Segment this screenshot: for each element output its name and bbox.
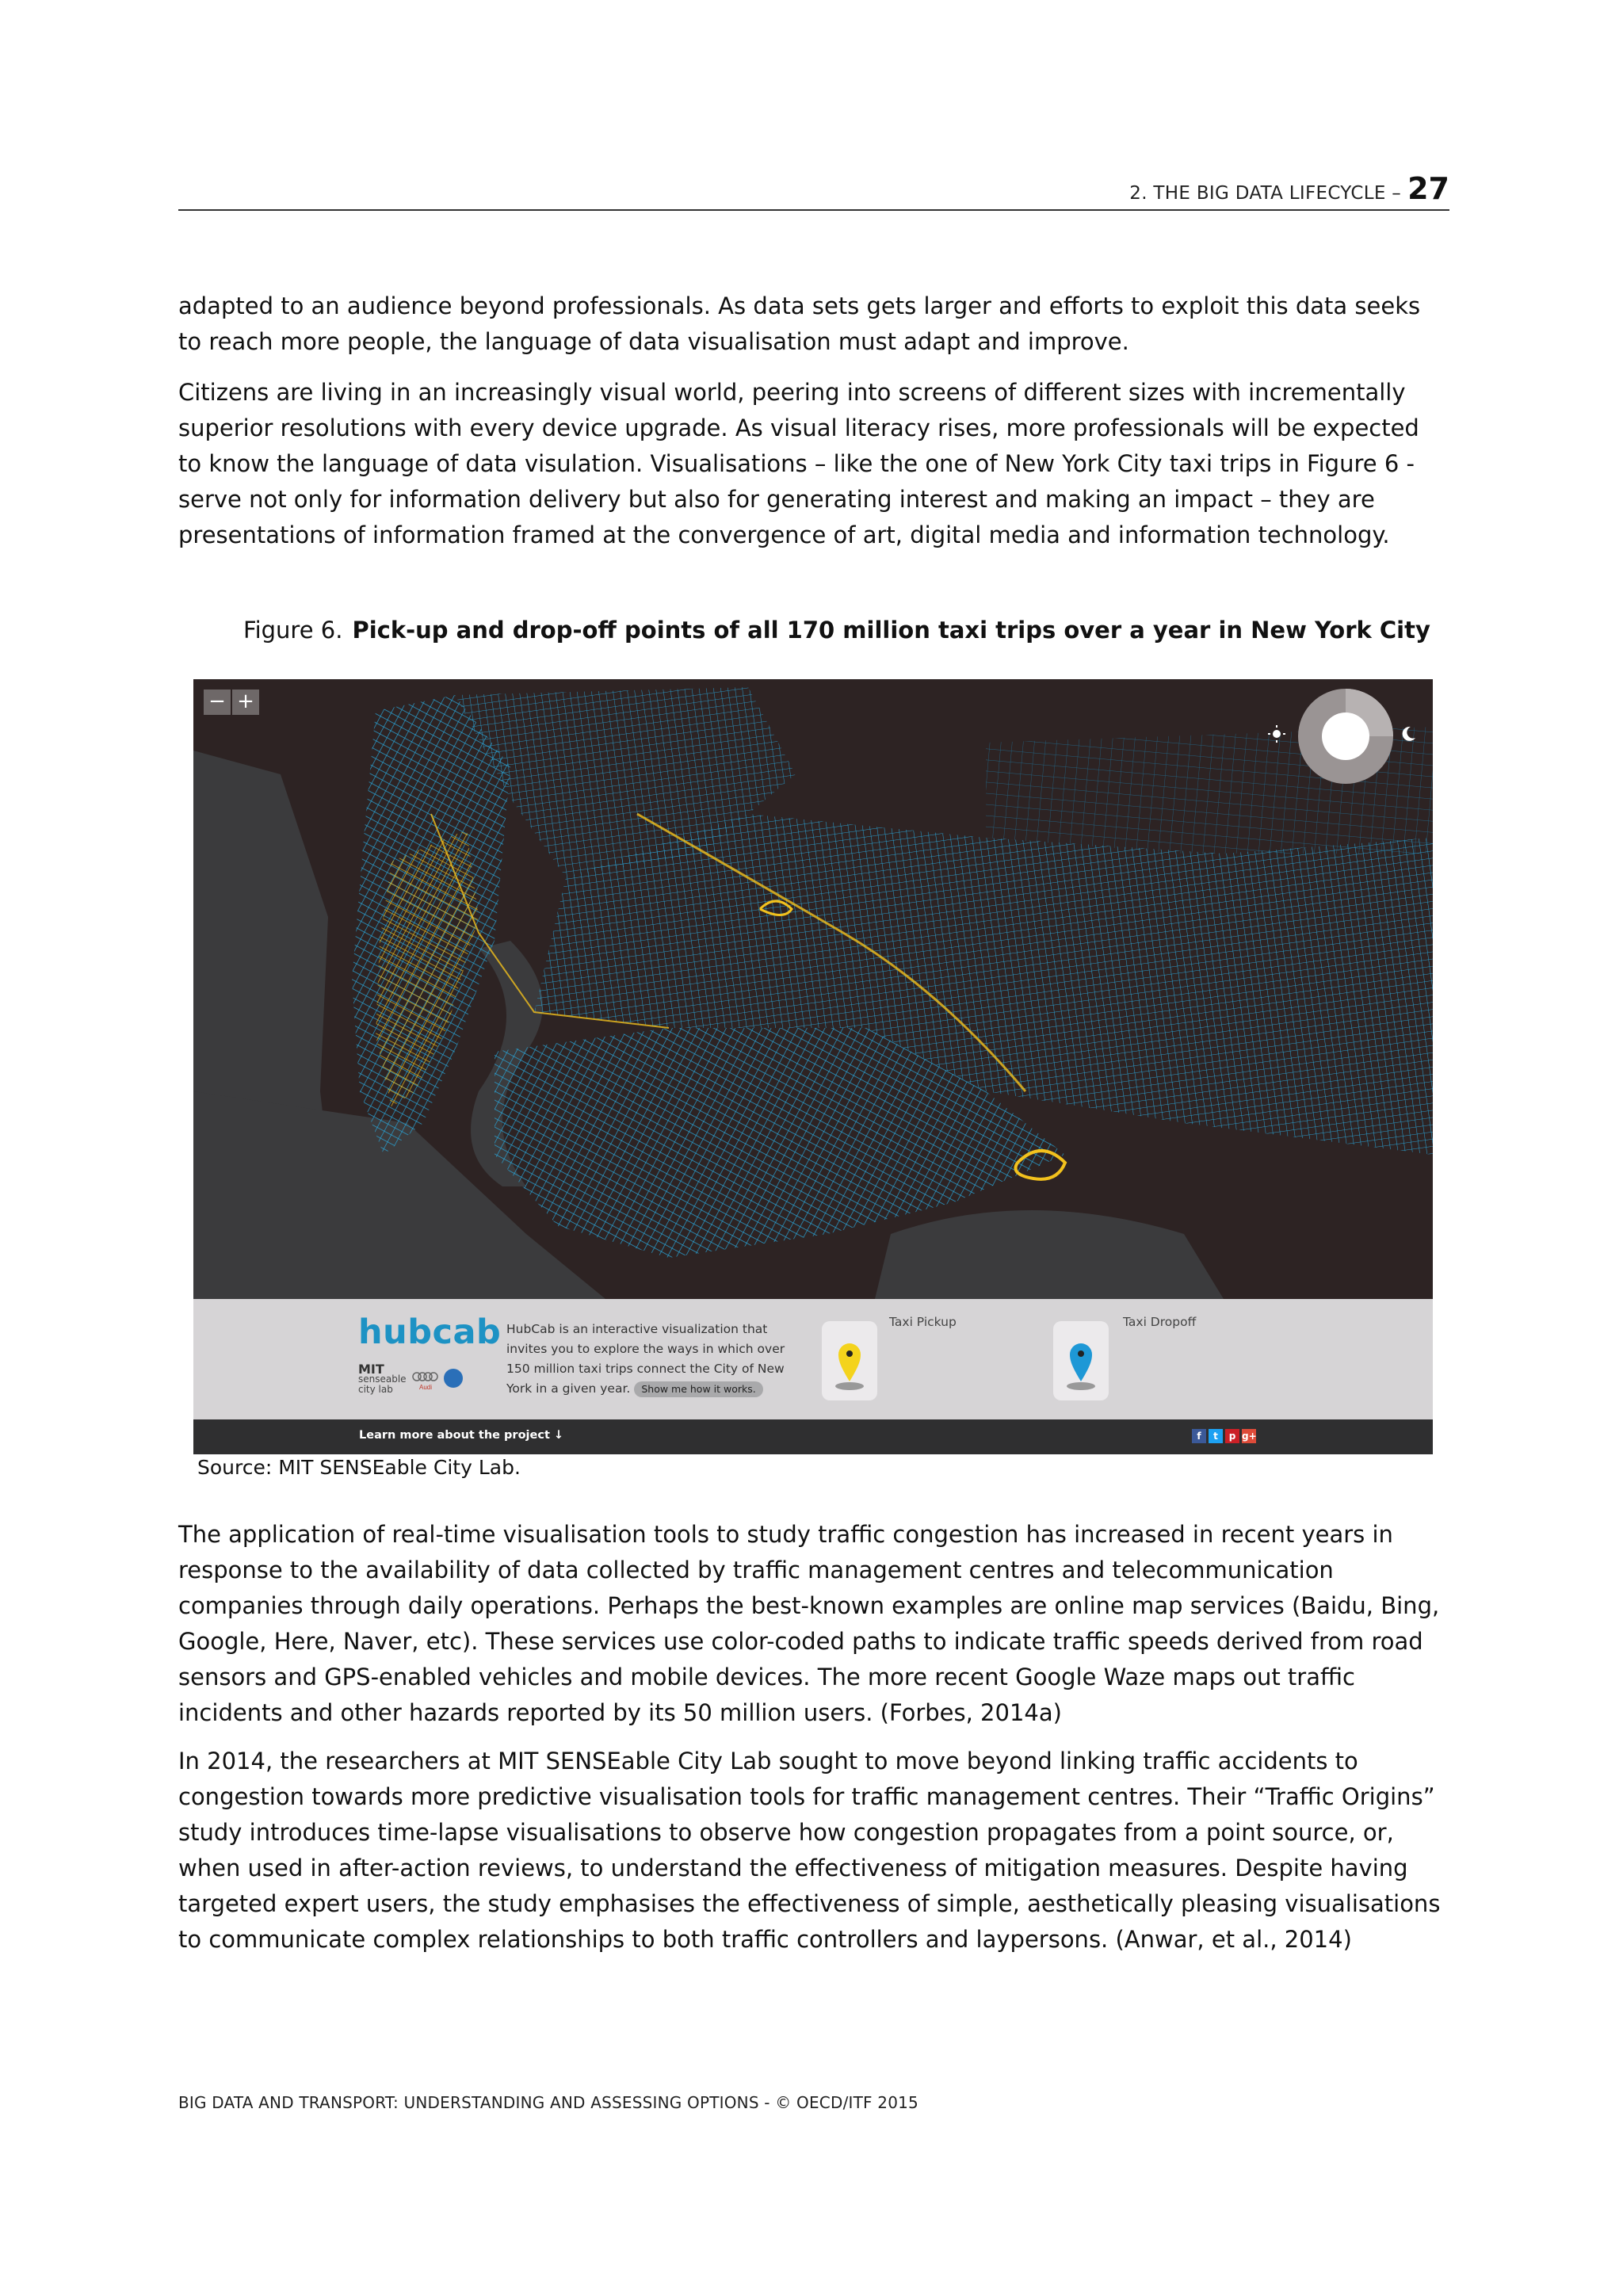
pickup-pin-icon — [822, 1321, 877, 1400]
page-number: 27 — [1407, 171, 1449, 206]
figure-caption — [243, 617, 1430, 644]
nyc-taxi-map — [193, 679, 1433, 1299]
paragraph-2: Citizens are living in an increasingly visual world, peering into screens of different sizes with incrementally superior resolutions with every device upgrade. As visual literacy rises, more professionals will be expected to know the language of data visulation. Visualisations – like the one of New York City taxi trips in Figure 6 - serve not only for information delivery but also for generating interest and making an impact – they are presentations of information framed at the convergence of art, digital media and information technology. — [178, 379, 1419, 548]
running-title: 2. THE BIG DATA LIFECYCLE – — [1129, 183, 1402, 204]
audi-ge-logos — [411, 1367, 466, 1391]
google-plus-icon[interactable]: g+ — [1242, 1431, 1257, 1442]
facebook-icon[interactable]: f — [1192, 1429, 1206, 1443]
running-header — [178, 171, 1449, 211]
pinterest-icon[interactable]: p — [1225, 1429, 1239, 1443]
zoom-controls — [204, 690, 261, 715]
social-buttons — [1192, 1429, 1258, 1443]
mit-logo: MIT — [358, 1362, 384, 1377]
taxi-dropoff-label: Taxi Dropoff — [1123, 1315, 1197, 1329]
senseable-logo: senseable city lab — [358, 1373, 407, 1395]
figure-source: Source: MIT SENSEable City Lab. — [197, 1456, 521, 1479]
taxi-pickup-toggle[interactable] — [822, 1321, 877, 1400]
zoom-out-button[interactable]: − — [204, 690, 231, 715]
sun-icon — [1268, 725, 1285, 743]
partner-logos — [358, 1362, 407, 1395]
page-footer: BIG DATA AND TRANSPORT: UNDERSTANDING AND ASSESSING OPTIONS - © OECD/ITF 2015 — [178, 2093, 918, 2112]
paragraph-3: The application of real-time visualisation tools to study traffic congestion has increased in recent years in response to the availability of data collected by traffic management centres and telecommunication companies through daily operations. Perhaps the best-known examples are online map services (Baidu, Bing, Google, Here, Naver, etc). These services use color-coded paths to indicate traffic speeds derived from road sensors and GPS-enabled vehicles and mobile devices. The more recent Google Waze maps out traffic incidents and other hazards reported by its 50 million users. (Forbes, 2014a) — [178, 1521, 1440, 1726]
dropoff-pin-icon — [1053, 1321, 1109, 1400]
hubcab-info-panel — [193, 1299, 1433, 1419]
moon-icon — [1400, 725, 1417, 743]
figure-title: Pick-up and drop-off points of all 170 million taxi trips over a year in New York City — [352, 617, 1430, 644]
hubcab-description: HubCab is an interactive visualization that invites you to explore the ways in which over 150 million taxi trips connect the City of New York in a given year. Show me how it works. — [506, 1322, 785, 1396]
hubcab-logo: hubcab — [358, 1312, 502, 1352]
taxi-pickup-label: Taxi Pickup — [889, 1315, 957, 1329]
zoom-in-button[interactable]: + — [232, 690, 259, 715]
time-dial[interactable] — [1296, 687, 1395, 785]
hubcab-map-figure — [193, 679, 1433, 1454]
audi-text: Audi — [419, 1384, 433, 1391]
taxi-dropoff-toggle[interactable] — [1053, 1321, 1109, 1400]
show-how-button[interactable]: Show me how it works. — [634, 1381, 762, 1397]
paragraph-4: In 2014, the researchers at MIT SENSEable City Lab sought to move beyond linking traffic accidents to congestion towards more predictive visualisation tools for traffic management centres. Their “Traffic Origins” study introduces time-lapse visualisations to observe how congestion propagates from a point source, or, when used in after-action reviews, to understand the effectiveness of mitigation measures. Despite having targeted expert users, the study emphasises the effectiveness of simple, aesthetically pleasing visualisations to communicate complex relationships to both traffic controllers and laypersons. (Anwar, et al., 2014) — [178, 1748, 1441, 1953]
paragraph-1: adapted to an audience beyond professionals. As data sets gets larger and efforts to exploit this data seeks to reach more people, the language of data visualisation must adapt and improve. — [178, 292, 1421, 355]
learn-more-link[interactable]: Learn more about the project ↓ — [359, 1429, 564, 1442]
twitter-icon[interactable]: t — [1209, 1429, 1223, 1443]
hubcab-footer-bar — [193, 1419, 1433, 1454]
figure-label: Figure 6. — [243, 617, 343, 644]
